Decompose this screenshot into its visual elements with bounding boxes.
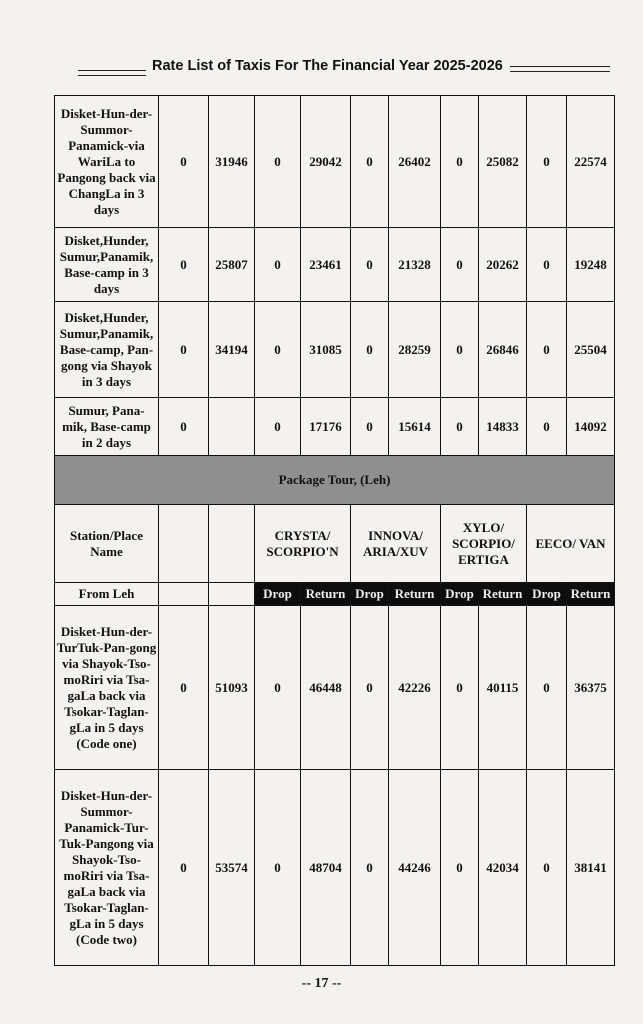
section-row <box>55 456 615 505</box>
rate-cell: 23461 <box>301 228 351 302</box>
rate-cell: 0 <box>159 96 209 228</box>
rate-cell: 26846 <box>479 302 527 398</box>
place-name: Disket,Hunder, Sumur,Panamik, Base-camp, Pan-gong via Shayok in 3 days <box>55 302 159 398</box>
rate-cell: 0 <box>159 770 209 966</box>
rate-cell: 25082 <box>479 96 527 228</box>
rate-cell: 0 <box>351 398 389 456</box>
header-row <box>55 505 615 583</box>
rate-cell: 17176 <box>301 398 351 456</box>
blank-header <box>159 505 209 583</box>
rate-cell: 0 <box>351 770 389 966</box>
rate-cell: 0 <box>255 770 301 966</box>
table-row <box>55 770 615 966</box>
rate-cell: 19248 <box>567 228 615 302</box>
return-header: Return <box>567 583 615 606</box>
rate-cell: 21328 <box>389 228 441 302</box>
rate-cell: 0 <box>159 302 209 398</box>
table-row <box>55 398 615 456</box>
page-header <box>70 52 610 82</box>
drop-header: Drop <box>441 583 479 606</box>
table-row <box>55 606 615 770</box>
rate-cell: 46448 <box>301 606 351 770</box>
drop-header: Drop <box>351 583 389 606</box>
rate-cell: 0 <box>441 228 479 302</box>
rate-cell: 0 <box>527 96 567 228</box>
rate-cell: 0 <box>527 606 567 770</box>
place-name: Disket,Hunder, Sumur,Panamik, Base-camp in 3 days <box>55 228 159 302</box>
rate-cell: 0 <box>527 398 567 456</box>
rate-cell: 20262 <box>479 228 527 302</box>
table-row <box>55 96 615 228</box>
place-name: Disket-Hun-der-Summor-Panamick-via WariLa to Pangong back via ChangLa in 3 days <box>55 96 159 228</box>
rate-cell: 0 <box>441 606 479 770</box>
page-title: Rate List of Taxis For The Financial Year 2025-2026 <box>152 58 503 74</box>
rate-cell: 0 <box>441 302 479 398</box>
drop-header: Drop <box>527 583 567 606</box>
station-header: Station/Place Name <box>55 505 159 583</box>
rate-cell: 34194 <box>209 302 255 398</box>
header-rule-left <box>78 70 146 71</box>
rate-cell: 28259 <box>389 302 441 398</box>
table-row <box>55 228 615 302</box>
rate-cell: 0 <box>351 96 389 228</box>
header-rule-right <box>510 66 610 67</box>
rate-cell: 0 <box>255 398 301 456</box>
rate-cell: 25504 <box>567 302 615 398</box>
return-header: Return <box>479 583 527 606</box>
rate-cell: 38141 <box>567 770 615 966</box>
rate-cell: 31946 <box>209 96 255 228</box>
rate-cell: 0 <box>351 606 389 770</box>
from-header: From Leh <box>55 583 159 606</box>
place-name: Disket-Hun-der-Summor-Panamick-Tur-Tuk-Pangong via Shayok-Tso-moRiri via Tsa-gaLa back via Tsokar-Taglan-gLa in 5 days (Code two) <box>55 770 159 966</box>
rate-cell: 14833 <box>479 398 527 456</box>
rate-cell: 0 <box>351 302 389 398</box>
rate-cell: 25807 <box>209 228 255 302</box>
rate-cell: 0 <box>441 398 479 456</box>
rate-cell: 36375 <box>567 606 615 770</box>
vehicle-header: XYLO/ SCORPIO/ ERTIGA <box>441 505 527 583</box>
rate-cell: 0 <box>527 770 567 966</box>
rate-cell: 42034 <box>479 770 527 966</box>
rate-cell: 51093 <box>209 606 255 770</box>
rate-cell: 0 <box>351 228 389 302</box>
blank-header <box>159 583 209 606</box>
rate-cell: 44246 <box>389 770 441 966</box>
page-number: -- 17 -- <box>301 976 342 991</box>
rate-cell: 0 <box>255 302 301 398</box>
drop-header: Drop <box>255 583 301 606</box>
rate-cell: 0 <box>255 606 301 770</box>
rate-cell: 53574 <box>209 770 255 966</box>
rate-cell: 14092 <box>567 398 615 456</box>
header-rule-right-long <box>510 71 610 72</box>
section-title: Package Tour, (Leh) <box>55 456 615 505</box>
vehicle-header: EECO/ VAN <box>527 505 615 583</box>
vehicle-header: CRYSTA/ SCORPIO'N <box>255 505 351 583</box>
rate-cell: 0 <box>255 228 301 302</box>
rate-cell: 0 <box>159 228 209 302</box>
rate-cell: 0 <box>527 228 567 302</box>
rate-cell: 31085 <box>301 302 351 398</box>
place-name: Sumur, Pana-mik, Base-camp in 2 days <box>55 398 159 456</box>
rate-cell: 0 <box>159 398 209 456</box>
table-row <box>55 302 615 398</box>
rate-cell: 0 <box>441 96 479 228</box>
subheader-row <box>55 583 615 606</box>
rate-cell <box>209 398 255 456</box>
rate-cell: 0 <box>441 770 479 966</box>
blank-header <box>209 583 255 606</box>
header-rule-left-long <box>78 75 146 76</box>
return-header: Return <box>389 583 441 606</box>
return-header: Return <box>301 583 351 606</box>
rate-cell: 48704 <box>301 770 351 966</box>
place-name: Disket-Hun-der-TurTuk-Pan-gong via Shayok-Tso-moRiri via Tsa-gaLa back via Tsokar-Taglan-gLa in 5 days (Code one) <box>55 606 159 770</box>
rate-cell: 0 <box>159 606 209 770</box>
rate-cell: 29042 <box>301 96 351 228</box>
rate-cell: 42226 <box>389 606 441 770</box>
rate-table <box>54 95 615 966</box>
rate-cell: 26402 <box>389 96 441 228</box>
rate-cell: 22574 <box>567 96 615 228</box>
rate-cell: 15614 <box>389 398 441 456</box>
vehicle-header: INNOVA/ ARIA/XUV <box>351 505 441 583</box>
rate-cell: 0 <box>527 302 567 398</box>
blank-header <box>209 505 255 583</box>
rate-cell: 40115 <box>479 606 527 770</box>
rate-cell: 0 <box>255 96 301 228</box>
